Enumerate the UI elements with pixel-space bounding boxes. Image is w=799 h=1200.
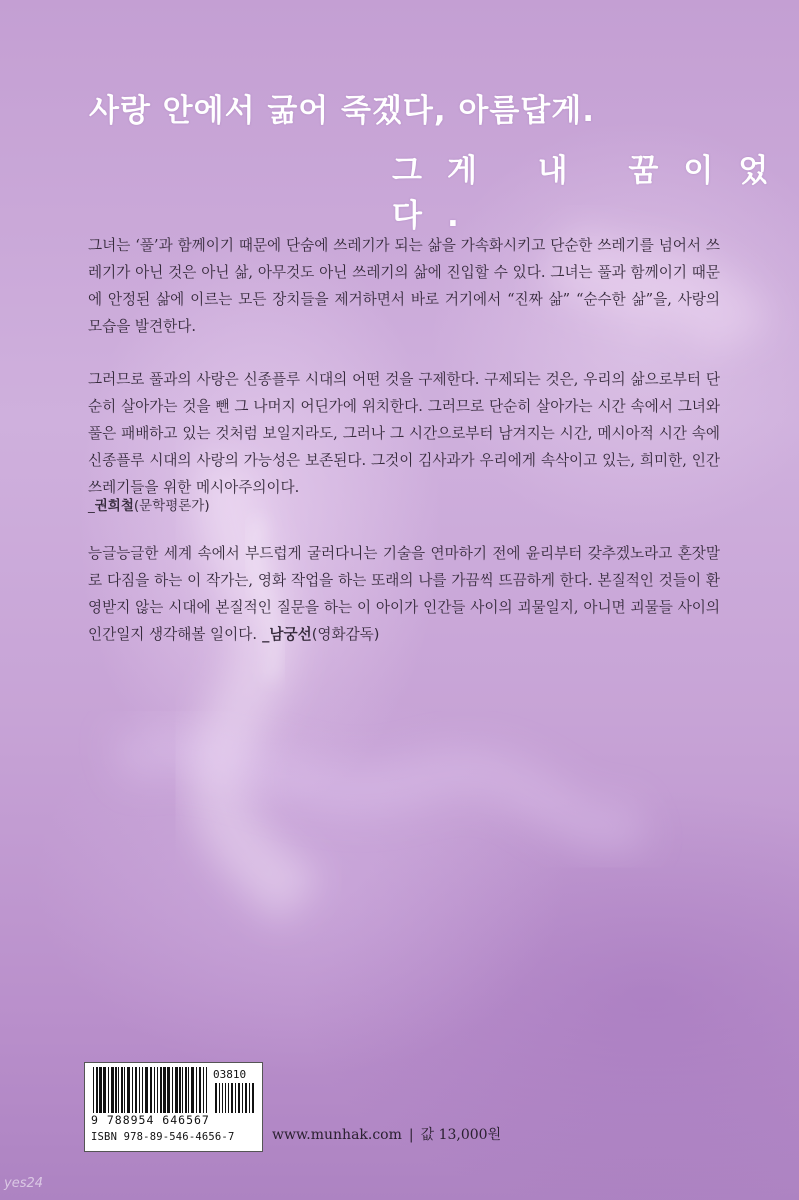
reviewer-name: 권희철 <box>94 498 134 514</box>
barcode-bar <box>115 1067 117 1113</box>
headline-line-2: 그게 내 꿈이었다. <box>392 153 794 234</box>
barcode-bar <box>179 1067 181 1113</box>
review-2-text: 능글능글한 세계 속에서 부드럽게 굴러다니는 기술을 연마하기 전에 윤리부터 갖추겠노라고 혼잣말로 다짐을 하는 이 작가는, 영화 작업을 하는 또래의 나를 가끔씩 뜨끔하게 한다. 본질적인 것들이 환영받지 않는 시대에 본질적인 질문을 하는 이 아이가 인간들 사이의 괴물일지, 아니면 괴물들 사이의 인간일지 생각해볼 일이다. <box>88 545 720 643</box>
barcode-bar <box>121 1067 123 1113</box>
barcode-bar <box>132 1067 133 1113</box>
barcode-bar <box>93 1067 94 1113</box>
barcode-addon-bar <box>245 1083 247 1113</box>
barcode-bar <box>196 1067 197 1113</box>
barcode-addon-bar <box>228 1083 229 1113</box>
barcode-bar <box>157 1067 158 1113</box>
barcode-bar <box>142 1067 143 1113</box>
review-1-paragraph-2: 그러므로 풀과의 사랑은 신종플루 시대의 어떤 것을 구제한다. 구제되는 것은, 우리의 삶으로부터 단순히 살아가는 것을 뺀 그 나머지 어딘가에 위치한다. 그러므로 단순히 살아가는 시간 속에서 그녀와 풀은 패배하고 있는 것처럼 보일지라도, 그러나 그 시간으로부터 남겨지는 시간, 메시아적 시간 속에 신종플루 시대의 사랑의 가능성은 보존된다. 그것이 김사과가 우리에게 속삭이고 있는, 희미한, 인간쓰레기들을 위한 메시아주의이다. <box>88 371 720 496</box>
barcode-bar <box>175 1067 178 1113</box>
barcode-bar <box>167 1067 170 1113</box>
barcode-bar <box>172 1067 173 1113</box>
reviewer-role: (영화감독) <box>311 626 380 643</box>
barcode-addon-bar <box>242 1083 243 1113</box>
footer-info <box>272 1124 501 1144</box>
barcode-bar <box>182 1067 183 1113</box>
publisher-website: www.munhak.com <box>272 1127 402 1143</box>
barcode-bar <box>124 1067 125 1113</box>
barcode-bar <box>99 1067 102 1113</box>
barcode-bar <box>191 1067 194 1113</box>
signature-prefix: _ <box>257 626 270 643</box>
barcode-addon-bar <box>222 1083 223 1113</box>
barcode-bar <box>135 1067 137 1113</box>
barcode-bar <box>203 1067 204 1113</box>
headline-line-1: 사랑 안에서 굶어 죽겠다, 아름답게. <box>89 93 595 129</box>
barcode-bar <box>150 1067 152 1113</box>
barcode-addon-bar <box>252 1083 254 1113</box>
barcode-addon-bar <box>215 1083 217 1113</box>
barcode-bar <box>139 1067 140 1113</box>
isbn-number: ISBN 978-89-546-4656-7 <box>91 1131 235 1143</box>
barcode-addon-bar <box>235 1083 236 1113</box>
barcode-addon-bar <box>231 1083 233 1113</box>
barcode-bar <box>185 1067 187 1113</box>
barcode-bar <box>103 1067 106 1113</box>
barcode-bar <box>163 1067 166 1113</box>
barcode-addon-bar <box>225 1083 226 1113</box>
barcode-bar <box>118 1067 119 1113</box>
review-1-paragraph-1: 그녀는 ‘풀’과 함께이기 때문에 단숨에 쓰레기가 되는 삶을 가속화시키고 단순한 쓰레기를 넘어서 쓰레기가 아닌 것은 아닌 삶, 아무것도 아닌 쓰레기의 삶에 진입할 수 있다. 그녀는 풀과 함께이기 때문에 안정된 삶에 이르는 모든 장치들을 제거하면서 바로 거기에서 “진짜 삶” “순수한 삶”을, 사랑의 모습을 발견한다. <box>88 237 720 335</box>
barcode-bar <box>96 1067 98 1113</box>
barcode-bar <box>111 1067 114 1113</box>
signature-prefix: _ <box>88 498 95 514</box>
review-1-signature <box>88 494 210 514</box>
barcode-addon-bar <box>238 1083 240 1113</box>
watermark: yes24 <box>4 1176 44 1191</box>
barcode-bar <box>188 1067 189 1113</box>
barcode-bar <box>206 1067 207 1113</box>
barcode-bar <box>127 1067 130 1113</box>
barcode-bar <box>145 1067 148 1113</box>
barcode-addon-number: 03810 <box>213 1068 247 1081</box>
barcode-bar <box>160 1067 162 1113</box>
barcode-addon-bar <box>219 1083 220 1113</box>
footer-separator: | <box>408 1127 414 1143</box>
reviewer-name: 남궁선 <box>269 626 312 643</box>
book-price: 값 13,000원 <box>420 1127 502 1143</box>
barcode-bar <box>108 1067 109 1113</box>
barcode-addon-bar <box>249 1083 250 1113</box>
barcode-bar <box>199 1067 201 1113</box>
reviewer-role: (문학평론가) <box>133 498 210 514</box>
barcode-ean-number: 9 788954 646567 <box>91 1113 210 1127</box>
barcode-bar <box>154 1067 155 1113</box>
review-2-paragraph <box>88 540 720 648</box>
isbn-barcode <box>84 1062 263 1152</box>
